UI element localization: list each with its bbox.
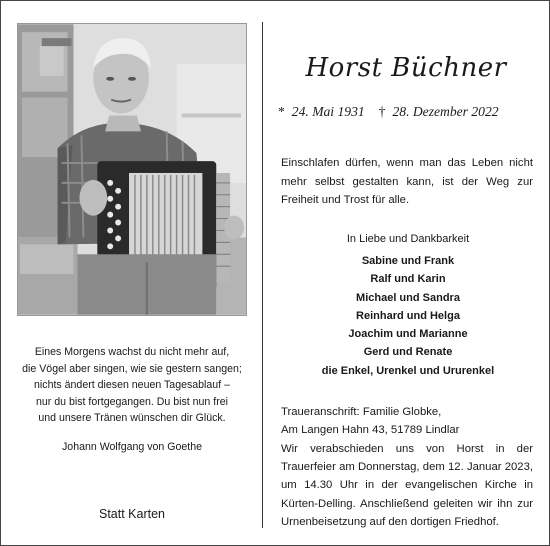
family-member: Ralf und Karin bbox=[370, 273, 446, 286]
poem-line: Eines Morgens wachst du nicht mehr auf, bbox=[34, 346, 230, 358]
poem-line: nichts ändert diesen neuen Tagesablauf – bbox=[34, 379, 230, 391]
birth-date: 24. Mai 1931 bbox=[291, 104, 365, 119]
intro-text: Einschlafen dürfen, wenn man das Leben nicht mehr selbst gestalten kann, ist der Weg zur Freiheit und Trost für alle. bbox=[281, 157, 533, 206]
family-member: Michael und Sandra bbox=[356, 291, 460, 304]
statt-karten-note: Statt Karten bbox=[98, 507, 165, 521]
portrait-photo bbox=[17, 23, 247, 316]
service-text: Wir verabschieden uns von Horst in der Trauerfeier am Donnerstag, dem 12. Januar 2023, um 14.30 Uhr in der evangelischen Kirche in Kürten-Delling. Anschließend geleiten wir ihn zur Urnenbeisetzung auf den dortigen Friedhof. bbox=[281, 443, 533, 528]
mourning-address bbox=[281, 403, 541, 439]
poem-line: die Vögel aber singen, wie sie gestern sangen; bbox=[22, 362, 242, 375]
poem-line: und unsere Tränen wünschen dir Glück. bbox=[38, 412, 226, 424]
death-cross-symbol: † bbox=[378, 104, 386, 119]
death-date: 28. Dezember 2022 bbox=[392, 104, 499, 119]
family-member: Sabine und Frank bbox=[361, 255, 455, 267]
family-list bbox=[270, 252, 546, 380]
life-dates bbox=[278, 103, 548, 121]
thanks-line: In Liebe und Dankbarkeit bbox=[346, 233, 470, 245]
poem-line: nur du bist fortgegangen. Du bist nun frei bbox=[36, 395, 228, 408]
poem-author: Johann Wolfgang von Goethe bbox=[62, 441, 202, 453]
family-member: die Enkel, Urenkel und Ururenkel bbox=[321, 364, 495, 377]
family-member: Joachim und Marianne bbox=[348, 328, 468, 341]
address-line: Traueranschrift: Familie Globke, bbox=[281, 406, 442, 418]
birth-star-symbol: * bbox=[278, 104, 285, 119]
column-divider bbox=[262, 22, 263, 528]
address-line: Am Langen Hahn 43, 51789 Lindlar bbox=[281, 424, 460, 436]
family-member: Gerd und Renate bbox=[363, 346, 453, 359]
accordion-player-image bbox=[18, 24, 246, 315]
family-member: Reinhard und Helga bbox=[356, 309, 460, 322]
deceased-name: Horst Büchner bbox=[305, 53, 507, 83]
poem bbox=[14, 344, 250, 427]
